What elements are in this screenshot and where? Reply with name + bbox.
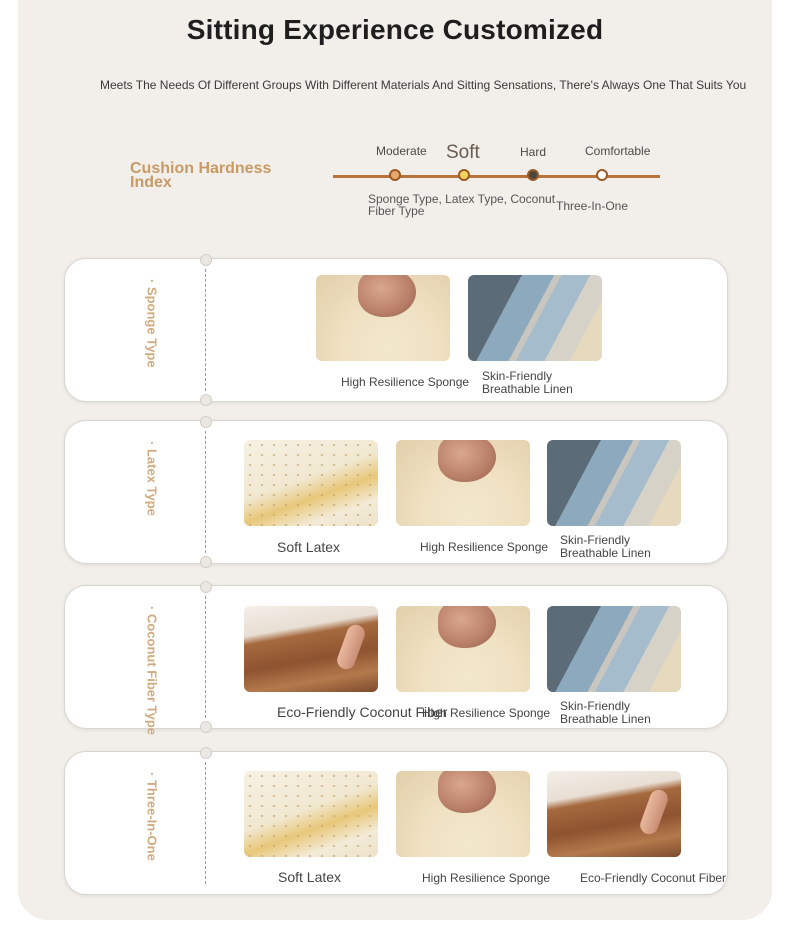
sponge-image xyxy=(396,771,530,857)
caption-sponge: High Resilience Sponge xyxy=(420,540,549,554)
card-divider xyxy=(205,269,206,391)
level-soft: Soft xyxy=(446,142,480,163)
sponge-image xyxy=(316,275,450,361)
hand-illustration xyxy=(358,275,416,317)
hardness-scale-line xyxy=(333,175,660,178)
card-coconut-fiber-type xyxy=(64,585,728,736)
card-divider xyxy=(205,762,206,884)
caption-sponge: High Resilience Sponge xyxy=(341,375,470,389)
card-type-label: · Coconut Fiber Type xyxy=(144,606,160,736)
dot-hard xyxy=(527,169,539,181)
linen-image xyxy=(547,606,681,692)
hand-illustration xyxy=(638,787,671,836)
caption-coconut: Eco-Friendly Coconut Fiber xyxy=(277,704,448,720)
card-type-label: · Latex Type xyxy=(144,441,160,516)
hand-illustration xyxy=(438,606,496,648)
card-notch xyxy=(200,721,212,733)
linen-image xyxy=(547,440,681,526)
card-notch xyxy=(200,747,212,759)
hardness-note-types: Sponge Type, Latex Type, Coconut Fiber Type xyxy=(368,192,556,218)
hand-illustration xyxy=(438,440,496,482)
card-notch xyxy=(200,394,212,406)
card-notch xyxy=(200,254,212,266)
caption-linen: Skin-Friendly Breathable Linen xyxy=(560,533,651,560)
hand-illustration xyxy=(438,771,496,813)
page-subtitle: Meets The Needs Of Different Groups With Different Materials And Sitting Sensations, There's Always One That Suits You xyxy=(100,78,747,92)
level-comfortable: Comfortable xyxy=(585,144,651,158)
latex-image xyxy=(244,771,378,857)
caption-sponge: High Resilience Sponge xyxy=(422,706,551,720)
card-divider xyxy=(205,596,206,718)
hardness-label: Cushion Hardness Index xyxy=(130,160,272,191)
latex-image xyxy=(244,440,378,526)
card-type-label: · Three-In-One xyxy=(144,772,160,861)
caption-latex: Soft Latex xyxy=(278,869,342,885)
linen-image xyxy=(468,275,602,361)
dot-comfortable xyxy=(596,169,608,181)
level-moderate: Moderate xyxy=(376,144,427,158)
caption-linen: Skin-Friendly Breathable Linen xyxy=(560,699,651,726)
caption-sponge: High Resilience Sponge xyxy=(422,871,551,885)
card-notch xyxy=(200,416,212,428)
card-three-in-one xyxy=(64,751,728,895)
sponge-image xyxy=(396,606,530,692)
card-notch xyxy=(200,556,212,568)
sponge-image xyxy=(396,440,530,526)
dot-soft xyxy=(458,169,470,181)
coconut-fiber-image xyxy=(244,606,378,692)
caption-linen: Skin-Friendly Breathable Linen xyxy=(482,369,573,396)
hardness-note-three-in-one: Three-In-One xyxy=(556,199,629,213)
card-notch xyxy=(200,581,212,593)
coconut-fiber-image xyxy=(547,771,681,857)
card-latex-type xyxy=(64,420,728,564)
level-hard: Hard xyxy=(520,145,547,159)
caption-latex: Soft Latex xyxy=(277,539,341,555)
page-title: Sitting Experience Customized xyxy=(186,14,604,45)
card-type-label: · Sponge Type xyxy=(144,279,160,368)
hand-illustration xyxy=(335,622,368,671)
card-divider xyxy=(205,431,206,553)
dot-moderate xyxy=(389,169,401,181)
caption-coconut: Eco-Friendly Coconut Fiber xyxy=(580,871,727,885)
card-sponge-type xyxy=(64,258,728,402)
